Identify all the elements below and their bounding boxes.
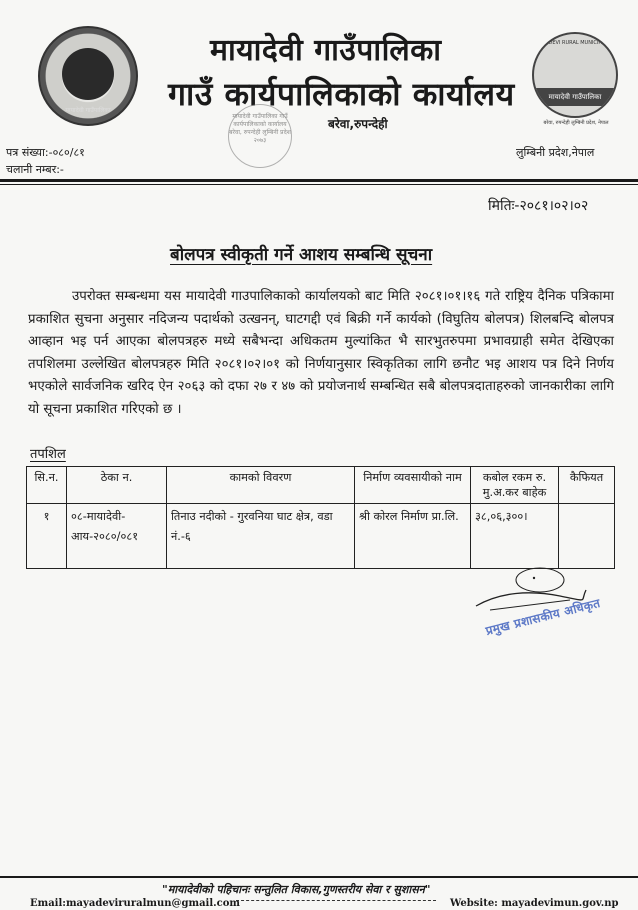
col-header-bid-amount: कबोल रकम रु. मु.अ.कर बाहेक	[471, 467, 559, 504]
col-header-work-description: कामको विवरण	[167, 467, 355, 504]
right-logo-arc-text: MAYADEVI RURAL MUNICIPALITY	[535, 40, 615, 46]
notice-date: मितिः-२०८१।०२।०२	[488, 198, 589, 214]
bid-details-table	[26, 466, 615, 569]
table-row	[27, 504, 615, 569]
header-title-line2: गाउँ कार्यपालिकाको कार्यालय	[168, 75, 515, 113]
header-title-line1: मायादेवी गाउँपालिका	[210, 33, 442, 68]
cell-sn: १	[27, 504, 67, 569]
cell-contract-no: ०८-मायादेवी-आय-२०८०/०८१	[67, 504, 167, 569]
header-location: बरेवा,रुपन्देही	[328, 117, 388, 131]
header-province: लुम्बिनी प्रदेश,नेपाल	[516, 146, 595, 159]
footer-divider	[0, 876, 638, 878]
footer-motto: "मायादेवीको पहिचानः सन्तुलित विकास,गुणस्तरीय सेवा र सुशासन"	[162, 883, 431, 896]
left-logo-caption: मायादेवी गाउँपालिका	[65, 107, 111, 114]
right-logo-band: मायादेवी गाउँपालिका	[534, 88, 616, 106]
municipality-logo-right	[532, 32, 618, 118]
dispatch-number: चलानी नम्बर:-	[6, 163, 64, 176]
details-label: तपशिल	[30, 447, 66, 462]
cell-bid-amount: ३८,०६,३००।	[471, 504, 559, 569]
col-header-contractor-name: निर्माण व्यवसायीको नाम	[355, 467, 471, 504]
cell-work-description: तिनाउ नदीको - गुरवनिया घाट क्षेत्र, वडा नं.-६	[167, 504, 355, 569]
footer-dashed-line	[236, 900, 436, 901]
right-logo-caption: बरेवा, रुपन्देही लुम्बिनी प्रदेश, नेपाल	[543, 120, 609, 126]
municipality-emblem-left	[38, 26, 138, 126]
officer-stamp: प्रमुख प्रशासकीय अधिकृत	[484, 595, 602, 639]
cell-remarks	[559, 504, 615, 569]
col-header-contract-no: ठेका न.	[67, 467, 167, 504]
col-header-remarks: कैफियत	[559, 467, 615, 504]
header-divider-thin	[0, 184, 638, 185]
footer-email: Email:mayadeviruralmun@gmail.com	[30, 898, 240, 909]
footer-website: Website: mayadevimun.gov.np	[450, 898, 619, 909]
header-divider	[0, 179, 638, 182]
office-seal-stamp: मायादेवी गाउँपालिका गाउँ कार्यपालिकाको कार्यालय बरेवा, रुपन्देही लुम्बिनी प्रदेश २०७३	[228, 104, 292, 168]
cell-contractor-name: श्री कोरल निर्माण प्रा.लि.	[355, 504, 471, 569]
notice-body: उपरोक्त सम्बन्धमा यस मायादेवी गाउपालिकाको कार्यालयको बाट मिति २०८१।०१।१६ गते राष्ट्रिय दैनिक पत्रिकामा प्रकाशित सुचना अनुसार नदिजन्य पदार्थको उत्खनन्, घाटगद्दी एवं बिक्री गर्ने कार्यको (विघुतिय बोलपत्र) शिलबन्दि बोलपत्र आव्हान भइ पर्न आएका बोलपत्रहरु मध्ये सबैभन्दा अधिकतम मुल्यांकित भै सारभुतरुपमा प्रभावग्राही समेत देखिएका तपशिलमा उल्लेखित बोलपत्रहरु मिति २०८१।०२।०१ को निर्णयानुसार स्विकृतिका लागि छनौट भइ आशय पत्र दिने निर्णय भएकोले सार्वजनिक खरिद ऐन २०६३ को दफा २७ र ४७ को प्रयोजनार्थ सम्बन्धित सबै बोलपत्रदाताहरुको जानकारीका लागि यो सूचना प्रकाशित गरिएको छ ।	[28, 289, 614, 417]
nepal-map-icon	[62, 48, 114, 100]
table-header-row	[27, 467, 615, 504]
notice-title: बोलपत्र स्वीकृती गर्ने आशय सम्बन्धि सूचना	[170, 245, 433, 265]
reference-number: पत्र संख्या:-०८०/८१	[6, 146, 85, 159]
col-header-sn: सि.न.	[27, 467, 67, 504]
